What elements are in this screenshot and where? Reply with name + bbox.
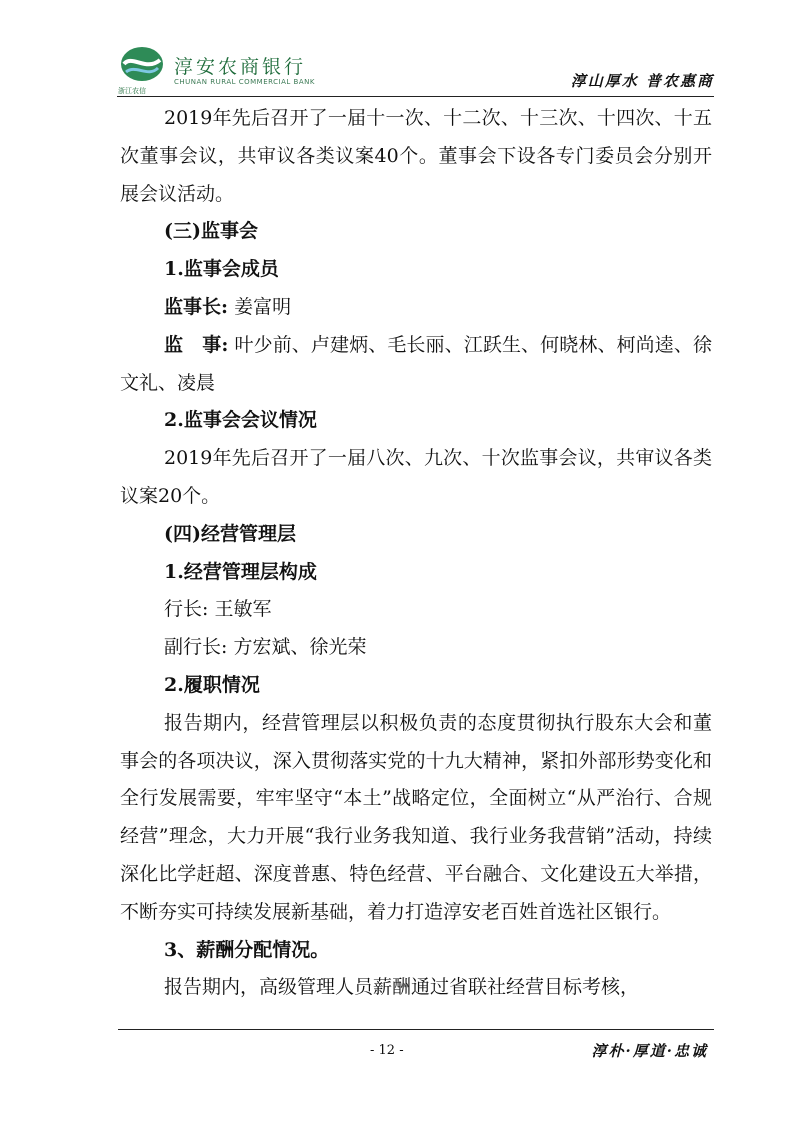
logo-small-text: 浙江农信 [118, 87, 146, 95]
board-meetings-paragraph: 2019年先后召开了一届十一次、十二次、十三次、十四次、十五次董事会议，共审议各类议案40个。董事会下设各专门委员会分别开展会议活动。 [120, 107, 712, 205]
subheading-duties: 2.履职情况 [164, 673, 260, 696]
page-number: - 12 - [370, 1043, 404, 1058]
compensation-paragraph: 报告期内，高级管理人员薪酬通过省联社经营目标考核， [164, 976, 640, 999]
supervisors-names: 叶少前、卢建炳、毛长丽、江跃生、何晓林、柯尚逵、徐文礼、凌晨 [120, 333, 712, 394]
header-slogan: 淳山厚水 普农惠商 [570, 72, 714, 90]
president-line: 行长: 王敏军 [164, 598, 272, 621]
footer-motto: 淳朴·厚道·忠诚 [591, 1042, 708, 1060]
subheading-management-composition: 1.经营管理层构成 [164, 560, 317, 583]
chief-supervisor-name: 姜富明 [234, 295, 292, 318]
chief-supervisor-line [120, 289, 712, 327]
footer-divider [118, 1029, 714, 1030]
subheading-supervisor-members: 1.监事会成员 [164, 258, 279, 281]
bank-english-name: CHUNAN RURAL COMMERCIAL BANK [174, 78, 315, 86]
header-divider [117, 96, 714, 97]
bank-name: 淳安农商银行 [174, 56, 307, 78]
duties-paragraph: 报告期内，经营管理层以积极负责的态度贯彻执行股东大会和董事会的各项决议，深入贯彻落实党的十九大精神，紧扣外部形势变化和全行发展需要，牢牢坚守“本土”战略定位，全面树立“从严治行、合规经营”理念，大力开展“我行业务我知道、我行业务我营销”活动，持续深化比学赶超、深度普惠、特色经营、平台融合、文化建设五大举措，不断夯实可持续发展新基础，着力打造淳安老百姓首选社区银行。 [120, 711, 712, 923]
subheading-compensation: 3、薪酬分配情况。 [164, 938, 330, 961]
section-heading-supervisors: (三)监事会 [164, 220, 258, 243]
supervisor-meetings-paragraph: 2019年先后召开了一届八次、九次、十次监事会议，共审议各类议案20个。 [120, 447, 712, 507]
supervisors-label: 监 事: [164, 333, 229, 356]
document-body [120, 100, 712, 1007]
subheading-supervisor-meetings: 2.监事会会议情况 [164, 409, 317, 432]
page-header [0, 0, 800, 100]
vice-president-line: 副行长: 方宏斌、徐光荣 [164, 636, 367, 659]
supervisors-line [120, 327, 712, 403]
chief-supervisor-label: 监事长: [164, 295, 229, 318]
section-heading-management: (四)经营管理层 [164, 522, 296, 545]
